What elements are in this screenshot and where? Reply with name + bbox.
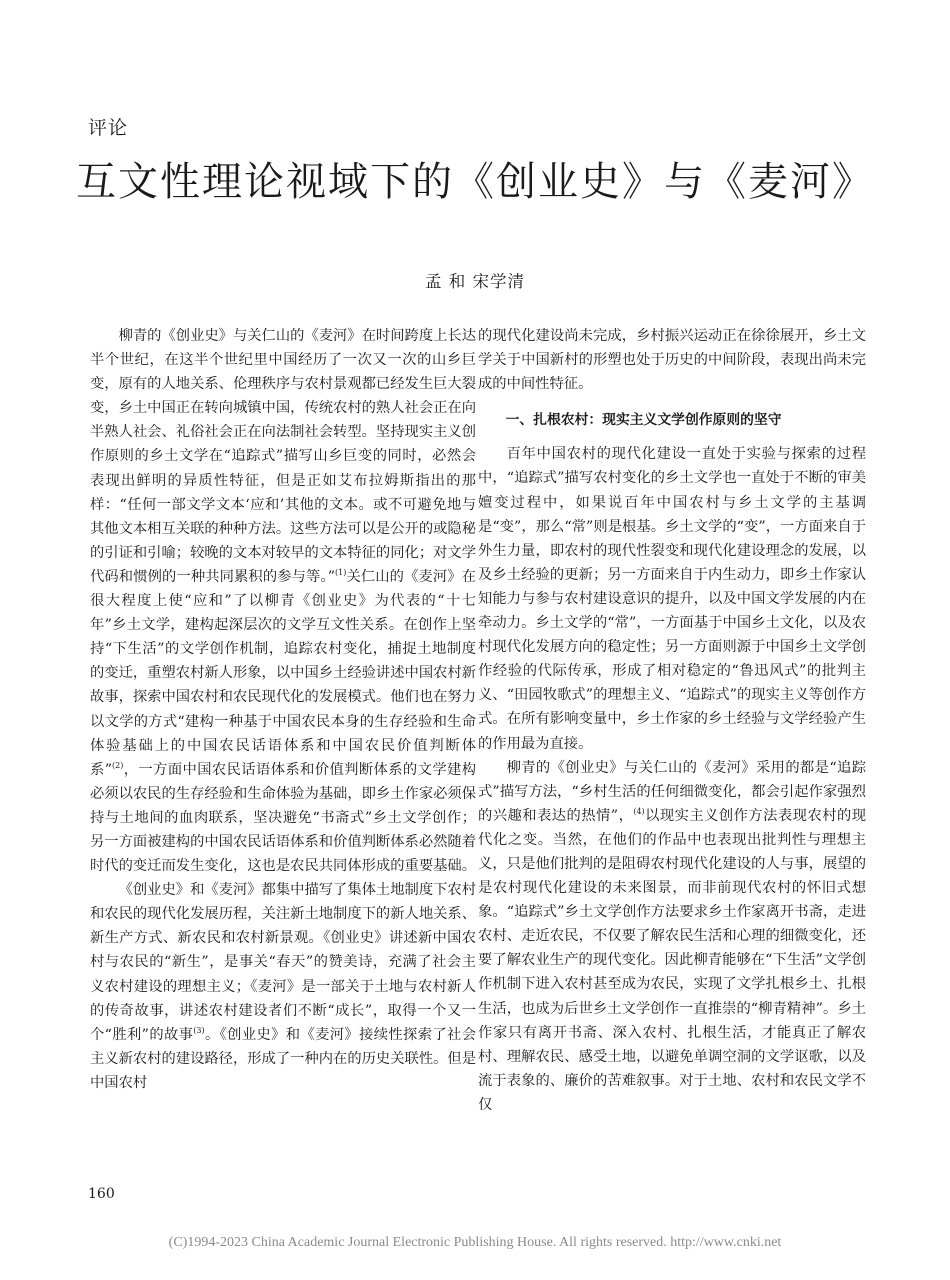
paragraph-text: 柳青的《创业史》与关仁山的《麦河》采用的都是“追踪式”描写方法，“乡村生活的任何细微变化，都会引起作家强烈的兴趣和表达的热情”， [478, 759, 866, 824]
section-label: 评论 [88, 117, 129, 139]
paragraph-continued: 的现代化建设尚未完成，乡村振兴运动正在徐徐展开，乡土文学关于中国新村的形塑也处于历史的中间阶段，表现出尚未完成的中间性特征。 [478, 328, 866, 393]
right-column [478, 324, 866, 1117]
paragraph [90, 324, 476, 878]
article-authors: 孟 和 宋学清 [425, 272, 525, 291]
footnote-ref: (3) [193, 1025, 205, 1035]
paragraph [478, 756, 866, 1117]
paragraph-text: 关仁山的《麦河》在很大程度上使“应和”了以柳青《创业史》为代表的“十七年”乡土文学，建构起深层次的文学互文性关系。在创作上坚持“下生活”的文学创作机制，追踪农村变化，捕捉土地制度的变迁，重塑农村新人形象，以中国乡土经验讲述中国农村新故事，探索中国农村和农民现代化的发展模式。他们也在努力以文学的方式“建构一种基于中国农民本身的生存经验和生命体验基础上的中国农民话语体系和中国农民价值判断体系” [90, 568, 477, 778]
footnote-ref: (1) [335, 568, 347, 578]
paragraph-text: 《创业史》和《麦河》都集中描写了集体土地制度下农村和农民的现代化发展历程，关注新土地制度下的新人地关系、新生产方式、新农民和农村新景观。《创业史》讲述新中国农村与农民的“新生”，是事关“春天”的赞美诗，充满了社会主义农村建设的理想主义；《麦河》是一部关于土地与农村新人的传奇故事，讲述农村建设者们不断“成长”，取得一个又一个“胜利”的故事 [90, 882, 477, 1043]
left-column [90, 324, 476, 1095]
page-number: 160 [88, 1186, 115, 1202]
paragraph-text: ，一方面中国农民话语体系和价值判断体系的文学建构必须以农民的生存经验和生命体验为基础，即乡土作家必须保持与土地间的血肉联系，坚决避免“书斋式”乡土文学创作；另一方面被建构的中国农民话语体系和价值判断体系必然随着时代的变迁而发生变化，这也是农民共同体形成的重要基础。 [90, 761, 477, 875]
paragraph [90, 878, 476, 1095]
footnote-ref: (4) [633, 807, 645, 817]
article-title: 互文性理论视域下的《创业史》与《麦河》 [76, 159, 874, 205]
paragraph-text: 。《创业史》和《麦河》接续性探索了社会主义新农村的建设路径，形成了一种内在的历史关联性。但是中国农村 [90, 1026, 477, 1091]
paragraph-text: 以现实主义创作方法表现农村的现代化之变。当然，在他们的作品中也表现出批判性与理想主义，只是他们批判的是阻碍农村现代化建设的人与事，展望的是农村现代化建设的未来图景，而非前现代农村的怀旧式想象。“追踪式”乡土文学创作方法要求乡土作家离开书斋，走进农村、走近农民，不仅要了解农民生活和心理的细微变化，还要了解农业生产的现代变化。因此柳青能够在“下生活”文学创作机制下进入农村甚至成为农民，实现了文学扎根乡土、扎根生活，也成为后世乡土文学创作一直推崇的“柳青精神”。乡土作家只有离开书斋、深入农村、扎根生活，才能真正了解农村、理解农民、感受土地，以避免单调空洞的文学讴歌，以及流于表象的、廉价的苦难叙事。对于土地、农村和农民文学不仅 [478, 807, 867, 1113]
copyright-notice: (C)1994-2023 China Academic Journal Electronic Publishing House. All rights reserved. http://www.cnki.net [168, 1235, 782, 1250]
footnote-ref: (2) [112, 760, 124, 770]
paragraph: 百年中国农村的现代化建设一直处于实验与探索的过程中，“追踪式”描写农村变化的乡土文学也一直处于不断的审美嬗变过程中，如果说百年中国农村与乡土文学的主基调是“变”，那么“常”则是根基。乡土文学的“变”，一方面来自于外生力量，即农村的现代性裂变和现代化建设理念的发展，以及乡土经验的更新；另一方面来自于内生动力，即乡土作家认知能力与参与农村建设意识的提升，以及中国文学发展的内在牵动力。乡土文学的“常”，一方面基于中国乡土文化，以及农村现代化发展方向的稳定性；另一方面则源于中国乡土文学创作经验的代际传承，形成了相对稳定的“鲁迅风式”的批判主义、“田园牧歌式”的理想主义、“追踪式”的现实主义等创作方式。在所有影响变量中，乡土作家的乡土经验与文学经验产生的作用最为直接。 [478, 446, 866, 752]
section-heading: 一、扎根农村：现实主义文学创作原则的坚守 [505, 412, 782, 429]
paragraph-text: 柳青的《创业史》与关仁山的《麦河》在时间跨度上长达半个世纪，在这半个世纪里中国经历了一次又一次的山乡巨变，原有的人地关系、伦理秩序与农村景观都已经发生巨大裂变，乡土中国正在转向城镇中国，传统农村的熟人社会正在向半熟人社会、礼俗社会正在向法制社会转型。坚持现实主义创作原则的乡土文学在“追踪式”描写山乡巨变的同时，必然会表现出鲜明的异质性特征，但是正如艾布拉姆斯指出的那样：“任何一部文学文本‘应和’其他的文本。或不可避免地与其他文本相互关联的种种方法。这些方法可以是公开的或隐秘的引证和引喻；较晚的文本对较早的文本特征的同化；对文学代码和惯例的一种共同累积的参与等。” [90, 328, 477, 585]
